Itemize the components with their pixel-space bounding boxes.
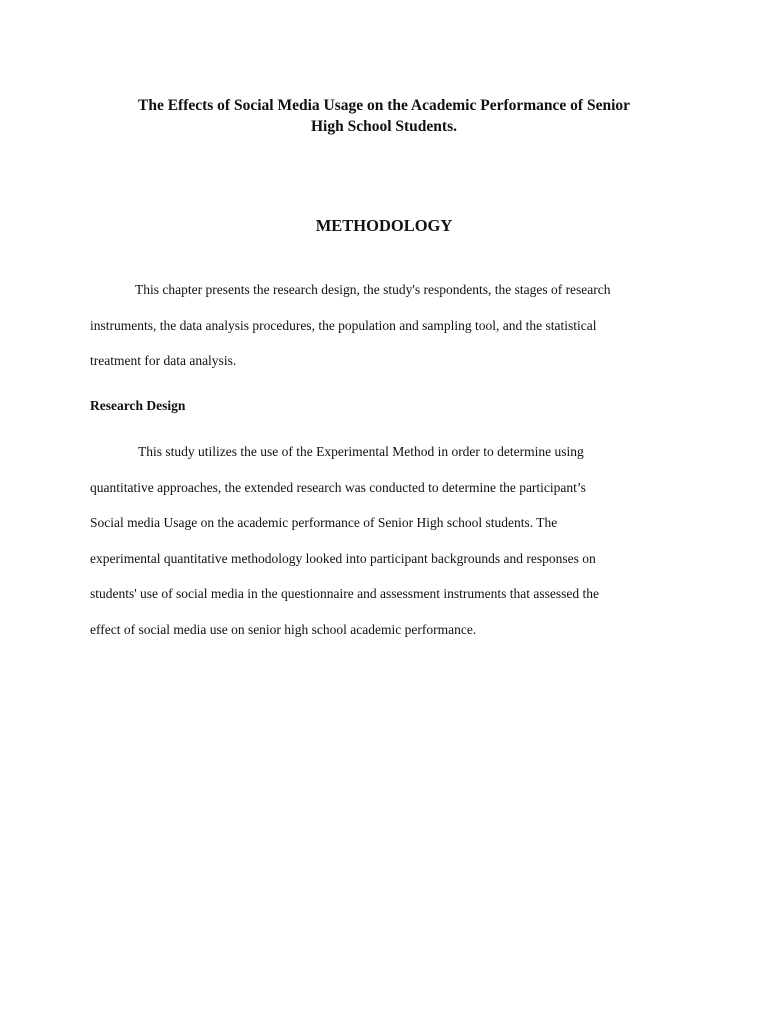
- paragraph-line: experimental quantitative methodology looked into participant backgrounds and responses on: [90, 550, 596, 566]
- paragraph-line: This chapter presents the research design, the study's respondents, the stages of research: [135, 282, 611, 297]
- paragraph-line: quantitative approaches, the extended research was conducted to determine the participant’s: [90, 479, 586, 495]
- paragraph-line: Social media Usage on the academic performance of Senior High school students. The: [90, 515, 558, 530]
- paragraph-line: students' use of social media in the questionnaire and assessment instruments that assessed the: [90, 586, 599, 601]
- intro-paragraph: [90, 280, 690, 387]
- paragraph-line: effect of social media use on senior high school academic performance.: [90, 621, 477, 637]
- research-design-heading: Research Design: [90, 398, 186, 413]
- document-title: [0, 95, 768, 137]
- paragraph-line: instruments, the data analysis procedures, the population and sampling tool, and the statistical: [90, 317, 597, 333]
- research-design-paragraph: [90, 442, 690, 655]
- paragraph-line: treatment for data analysis.: [90, 353, 237, 368]
- paragraph-line: This study utilizes the use of the Experimental Method in order to determine using: [138, 444, 584, 459]
- section-heading: METHODOLOGY: [315, 216, 453, 235]
- title-line: The Effects of Social Media Usage on the Academic Performance of Senior: [137, 97, 631, 114]
- title-line: High School Students.: [310, 118, 457, 135]
